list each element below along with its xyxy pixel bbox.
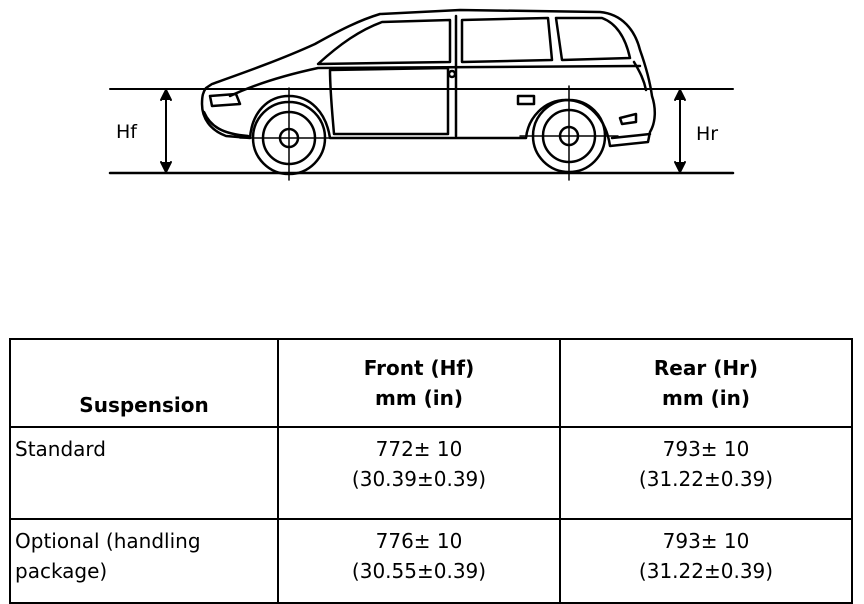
header-suspension: Suspension [10,339,278,427]
rear-window [556,18,630,60]
front-door [330,68,448,134]
header-front: Front (Hf) mm (in) [278,339,560,427]
suspension-cell: Standard [10,427,278,519]
front-value-cell: 776± 10 (30.55±0.39) [278,519,560,603]
suspension-cell: Optional (handling package) [10,519,278,603]
table-header-row [10,339,852,427]
front-bumper [204,112,248,136]
headlight [210,94,240,106]
front-wheel [240,88,338,180]
tail-light [620,114,636,124]
belt-line [230,66,640,96]
door-handle [449,71,455,77]
rear-value-cell: 793± 10 (31.22±0.39) [560,427,852,519]
header-rear: Rear (Hr) mm (in) [560,339,852,427]
rear-height-label: Hr [696,123,719,145]
vehicle-body-outline [202,10,655,146]
rear-value-cell: 793± 10 (31.22±0.39) [560,519,852,603]
side-window [462,18,552,62]
rear-height-arrow [675,90,685,172]
table-row [10,519,852,603]
front-height-label: Hf [116,121,137,143]
ride-height-table [9,338,853,604]
table-row [10,427,852,519]
side-marker [518,96,534,104]
vehicle-height-diagram [0,0,864,230]
front-height-arrow [161,90,171,172]
front-value-cell: 772± 10 (30.39±0.39) [278,427,560,519]
front-door-window [318,20,450,64]
